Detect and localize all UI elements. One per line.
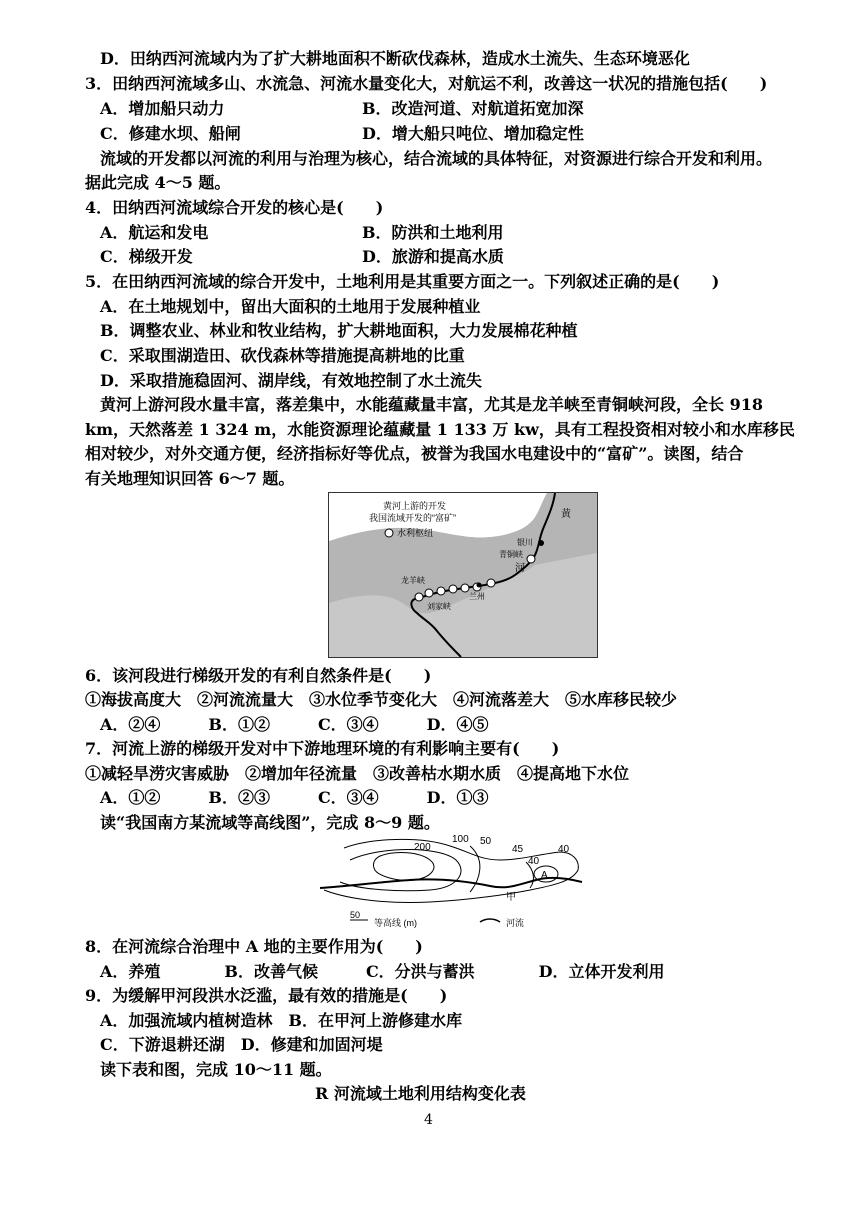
yellow-river-map: [328, 492, 598, 658]
map-svg: [329, 493, 597, 657]
text-line: B．调整农业、林业和牧业结构，扩大耕地面积，大力发展棉花种植: [100, 321, 578, 340]
text-line: km，天然落差 1 324 m，水能资源理论蕴藏量 1 133 万 kw，具有工程投资相对较小和水库移民: [85, 420, 795, 439]
text-line: D．采取措施稳固河、湖岸线，有效地控制了水土流失: [100, 371, 482, 390]
text-line: 黄河上游河段水量丰富，落差集中，水能蕴藏量丰富，尤其是龙羊峡至青铜峡河段，全长 918: [100, 395, 763, 414]
dam-icon: [385, 529, 393, 537]
dam-icon: [487, 579, 495, 587]
text-line: 流域的开发都以河流的利用与治理为核心，结合流域的具体特征，对资源进行综合开发和利用。: [100, 149, 773, 168]
text-line: R 河流域土地利用结构变化表: [315, 1084, 526, 1103]
yinchuan-dot: [538, 540, 544, 546]
text-line: 7．河流上游的梯级开发对中下游地理环境的有利影响主要有( ): [85, 739, 560, 758]
contour-200: [373, 853, 434, 881]
text-line: B．防洪和土地利用: [362, 223, 504, 242]
label-A: A: [541, 870, 548, 881]
text-line: D．旅游和提高水质: [362, 247, 504, 266]
lanzhou-dot: [477, 583, 482, 588]
contour-map: [310, 830, 592, 932]
legend-river-sample: [480, 919, 500, 922]
legend-contour-label: 等高线 (m): [374, 918, 417, 928]
text-line: C．采取围湖造田、砍伐森林等措施提高耕地的比重: [100, 346, 465, 365]
text-line: C．下游退耕还湖 D．修建和加固河堤: [100, 1035, 383, 1054]
label-50: 50: [480, 836, 492, 847]
text-line: 9．为缓解甲河段洪水泛滥，最有效的措施是( ): [85, 986, 448, 1005]
text-line: A．养殖 B．改善气候 C．分洪与蓄洪 D．立体开发利用: [100, 962, 665, 981]
text-line: D．增大船只吨位、增加稳定性: [362, 124, 584, 143]
label-jia: 甲: [506, 892, 516, 903]
text-line: 8．在河流综合治理中 A 地的主要作用为( ): [85, 937, 423, 956]
text-line: A．①② B．②③ C．③④ D．①③: [100, 788, 489, 807]
dam-icon: [437, 587, 445, 595]
text-line: C．梯级开发: [100, 247, 193, 266]
text-line: B．改造河道、对航道拓宽加深: [362, 99, 584, 118]
text-line: 相对较少，对外交通方便，经济指标好等优点，被誉为我国水电建设中的“富矿”。读图，结合: [85, 444, 744, 463]
dam-icon: [527, 555, 535, 563]
label-yinchuan: 银川: [517, 538, 533, 547]
label-45: 45: [512, 844, 524, 855]
label-100: 100: [452, 834, 469, 845]
map-legend-label: 水利枢纽: [397, 528, 434, 538]
contour-50: [470, 846, 480, 892]
text-line: 6．该河段进行梯级开发的有利自然条件是( ): [85, 666, 432, 685]
text-line: A．②④ B．①② C．③④ D．④⑤: [100, 715, 489, 734]
text-line: A．加强流域内植树造林 B．在甲河上游修建水库: [100, 1011, 462, 1030]
legend-contour-value: 50: [350, 910, 361, 920]
dam-icon: [415, 593, 423, 601]
text-line: ①减轻旱涝灾害威胁 ②增加年径流量 ③改善枯水期水质 ④提高地下水位: [85, 764, 630, 783]
legend-river-label: 河流: [506, 918, 525, 928]
text-line: C．修建水坝、船闸: [100, 124, 241, 143]
page-number: 4: [424, 1112, 433, 1128]
text-line: 有关地理知识回答 6～7 题。: [85, 469, 295, 488]
text-line: ①海拔高度大 ②河流流量大 ③水位季节变化大 ④河流落差大 ⑤水库移民较少: [85, 690, 678, 709]
label-liujiaxia: 刘家峡: [427, 602, 451, 611]
label-huang: 黄: [561, 509, 571, 520]
label-200: 200: [414, 842, 431, 853]
label-40a: 40: [528, 856, 540, 867]
label-40b: 40: [558, 844, 570, 855]
text-line: 读“我国南方某流域等高线图”，完成 8～9 题。: [100, 813, 440, 832]
dam-icon: [425, 589, 433, 597]
dam-icon: [449, 585, 457, 593]
text-line: 4．田纳西河流域综合开发的核心是( ): [85, 198, 384, 217]
label-lanzhou: 兰州: [469, 592, 485, 601]
text-line: A．在土地规划中，留出大面积的土地用于发展种植业: [100, 297, 481, 316]
dam-icon: [461, 584, 469, 592]
map-title-2: 我国流域开发的“富矿”: [369, 513, 456, 523]
text-line: A．航运和发电: [100, 223, 209, 242]
text-line: 3．田纳西河流域多山、水流急、河流水量变化大，对航运不利，改善这一状况的措施包括( ): [85, 74, 768, 93]
text-line: D．田纳西河流域内为了扩大耕地面积不断砍伐森林，造成水土流失、生态环境恶化: [100, 49, 690, 68]
text-line: A．增加船只动力: [100, 99, 225, 118]
map-title-1: 黄河上游的开发: [383, 501, 447, 511]
label-longyangxia: 龙羊峡: [401, 576, 425, 585]
label-qingtongxia: 青铜峡: [499, 550, 523, 559]
text-line: 5．在田纳西河流域的综合开发中，土地利用是其重要方面之一。下列叙述正确的是( ): [85, 272, 720, 291]
label-he: 河: [515, 563, 525, 574]
text-line: 据此完成 4～5 题。: [85, 173, 231, 192]
text-line: 读下表和图，完成 10～11 题。: [100, 1060, 332, 1079]
contour-svg: [310, 830, 592, 932]
